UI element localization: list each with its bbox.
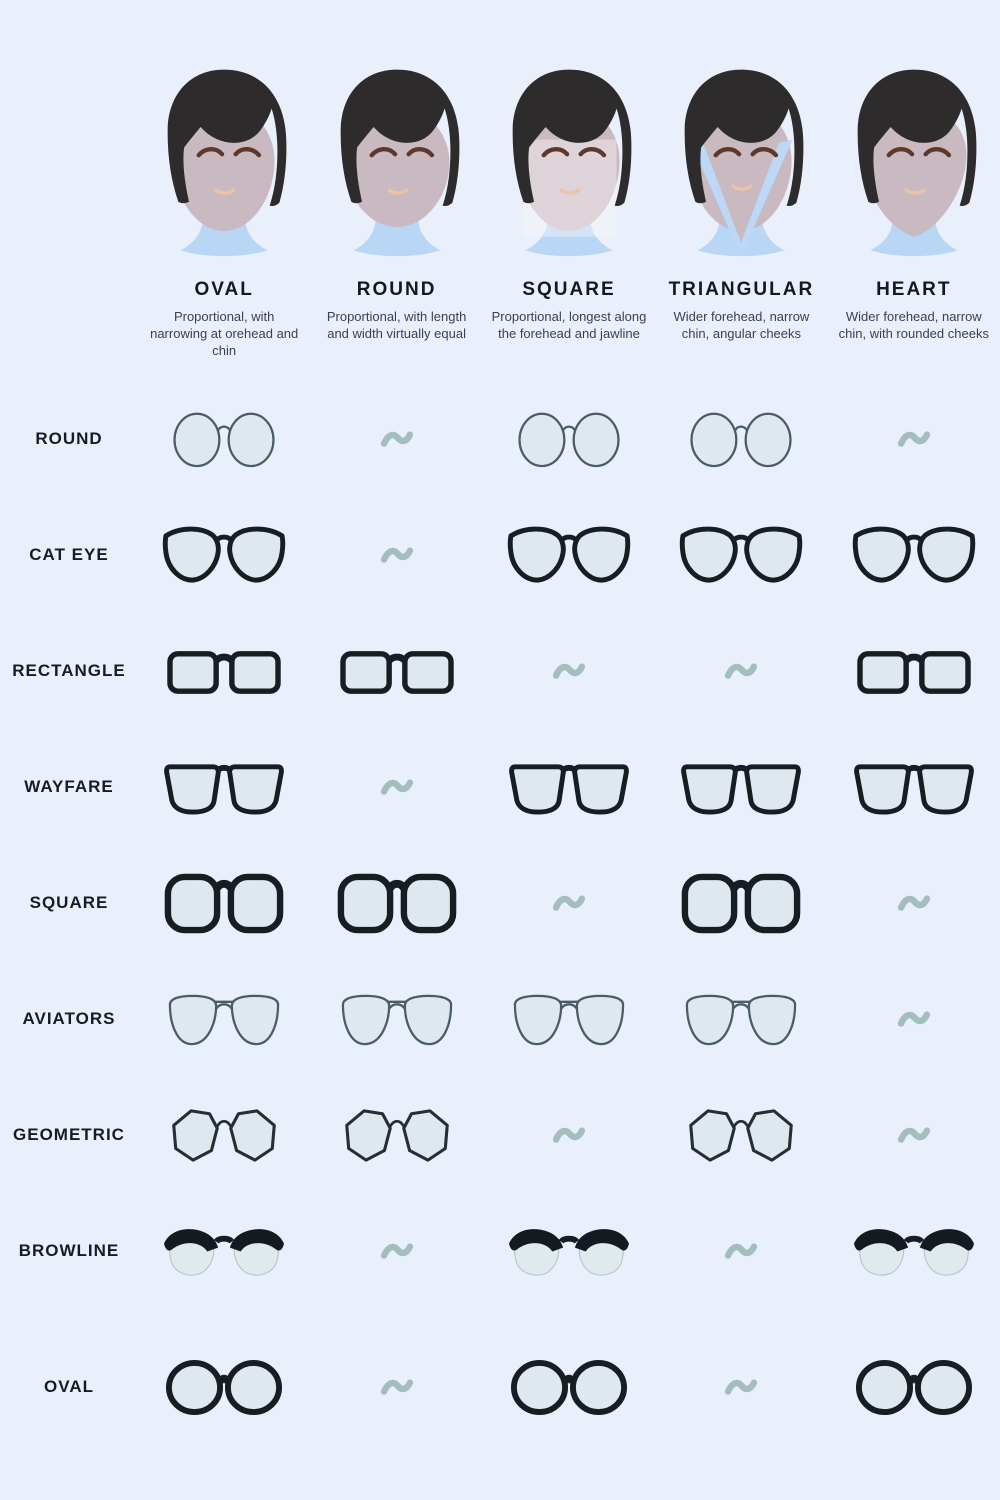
aviators-glasses-icon bbox=[483, 990, 655, 1049]
rectangle-glasses-icon bbox=[310, 644, 482, 699]
face-column bbox=[483, 58, 655, 359]
no-match-tilde-icon bbox=[483, 661, 655, 682]
glasses-style-row bbox=[0, 497, 1000, 613]
face-shapes-header bbox=[0, 0, 1000, 359]
face-column bbox=[310, 58, 482, 359]
cat-eye-glasses-icon bbox=[138, 522, 310, 589]
no-match-tilde-icon bbox=[483, 1125, 655, 1146]
glasses-style-label: CAT EYE bbox=[29, 545, 109, 565]
face-shape-description: Wider forehead, narrow chin, with rounded cheeks bbox=[838, 309, 989, 342]
no-match-tilde-icon bbox=[655, 1377, 827, 1398]
browline-glasses-icon bbox=[138, 1222, 310, 1281]
wayfare-glasses-icon bbox=[138, 757, 310, 818]
geometric-glasses-icon bbox=[310, 1105, 482, 1165]
header-spacer bbox=[0, 58, 138, 359]
face-shape-title: ROUND bbox=[356, 279, 437, 300]
face-shape-title: TRIANGULAR bbox=[668, 279, 815, 300]
face-shape-title: SQUARE bbox=[522, 279, 616, 300]
glasses-style-row bbox=[0, 613, 1000, 729]
no-match-tilde-icon bbox=[828, 1125, 1000, 1146]
no-match-tilde-icon bbox=[828, 429, 1000, 450]
face-shape-title: HEART bbox=[876, 279, 952, 300]
geometric-glasses-icon bbox=[138, 1105, 310, 1165]
face-shape-description: Wider forehead, narrow chin, angular cheeks bbox=[673, 309, 810, 342]
no-match-tilde-icon bbox=[310, 777, 482, 798]
cat-eye-glasses-icon bbox=[655, 522, 827, 589]
no-match-tilde-icon bbox=[310, 1241, 482, 1262]
glasses-style-row bbox=[0, 961, 1000, 1077]
square-face-icon bbox=[484, 58, 654, 262]
face-column bbox=[138, 58, 310, 359]
browline-glasses-icon bbox=[828, 1222, 1000, 1281]
aviators-glasses-icon bbox=[310, 990, 482, 1049]
no-match-tilde-icon bbox=[310, 429, 482, 450]
glasses-style-row bbox=[0, 1325, 1000, 1449]
rectangle-glasses-icon bbox=[138, 644, 310, 699]
round-glasses-icon bbox=[138, 408, 310, 470]
glasses-style-row bbox=[0, 1077, 1000, 1193]
glasses-style-label: GEOMETRIC bbox=[13, 1125, 125, 1145]
face-column bbox=[828, 58, 1000, 359]
no-match-tilde-icon bbox=[655, 661, 827, 682]
glasses-style-row bbox=[0, 845, 1000, 961]
glasses-style-row bbox=[0, 1193, 1000, 1309]
glasses-style-row bbox=[0, 729, 1000, 845]
round-face-icon bbox=[312, 58, 482, 262]
aviators-glasses-icon bbox=[655, 990, 827, 1049]
round-glasses-icon bbox=[483, 408, 655, 470]
heart-face-icon bbox=[829, 58, 999, 262]
rectangle-glasses-icon bbox=[828, 644, 1000, 699]
wayfare-glasses-icon bbox=[483, 757, 655, 818]
glasses-style-label: SQUARE bbox=[29, 893, 109, 913]
oval-glasses-icon bbox=[828, 1358, 1000, 1417]
glasses-style-label: RECTANGLE bbox=[12, 661, 126, 681]
glasses-style-row bbox=[0, 381, 1000, 497]
square-glasses-icon bbox=[310, 869, 482, 938]
round-glasses-icon bbox=[655, 408, 827, 470]
geometric-glasses-icon bbox=[655, 1105, 827, 1165]
cat-eye-glasses-icon bbox=[483, 522, 655, 589]
wayfare-glasses-icon bbox=[655, 757, 827, 818]
face-column bbox=[655, 58, 827, 359]
face-shape-description: Proportional, longest along the forehead and jawline bbox=[491, 309, 647, 342]
face-shape-description: Proportional, with length and width virtually equal bbox=[326, 309, 467, 342]
no-match-tilde-icon bbox=[483, 893, 655, 914]
face-shape-title: OVAL bbox=[194, 279, 254, 300]
oval-glasses-icon bbox=[483, 1358, 655, 1417]
face-shape-description: Proportional, with narrowing at orehead and chin bbox=[150, 309, 299, 359]
square-glasses-icon bbox=[138, 869, 310, 938]
cat-eye-glasses-icon bbox=[828, 522, 1000, 589]
square-glasses-icon bbox=[655, 869, 827, 938]
glasses-style-label: ROUND bbox=[35, 429, 103, 449]
no-match-tilde-icon bbox=[828, 1009, 1000, 1030]
wayfare-glasses-icon bbox=[828, 757, 1000, 818]
no-match-tilde-icon bbox=[310, 545, 482, 566]
oval-glasses-icon bbox=[138, 1358, 310, 1417]
no-match-tilde-icon bbox=[655, 1241, 827, 1262]
no-match-tilde-icon bbox=[310, 1377, 482, 1398]
style-compatibility-matrix bbox=[0, 381, 1000, 1449]
glasses-style-label: AVIATORS bbox=[22, 1009, 116, 1029]
triangular-face-icon bbox=[656, 58, 826, 262]
glasses-style-label: BROWLINE bbox=[18, 1241, 120, 1261]
no-match-tilde-icon bbox=[828, 893, 1000, 914]
aviators-glasses-icon bbox=[138, 990, 310, 1049]
glasses-style-label: WAYFARE bbox=[24, 777, 114, 797]
glasses-style-label: OVAL bbox=[44, 1377, 94, 1397]
browline-glasses-icon bbox=[483, 1222, 655, 1281]
oval-face-icon bbox=[139, 58, 309, 262]
